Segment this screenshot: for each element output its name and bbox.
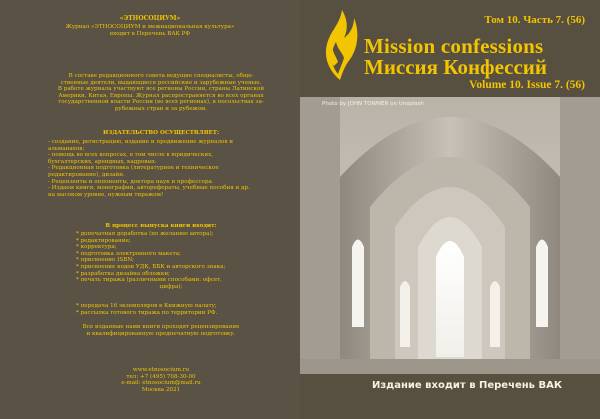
title-ru: Миссия Конфессий	[364, 55, 548, 79]
org-name: «ЭТНОСОЦИУМ»	[119, 15, 181, 22]
book-heading: В процесс выпуска книги входит:	[105, 223, 217, 229]
services-line: - Рецензенты и оппоненты, доктора наук и профессора.	[48, 178, 214, 185]
volume-ru: Том 10. Часть 7. (56)	[484, 14, 585, 26]
services-line: редактирование), дизайн.	[48, 171, 125, 178]
title-en: Mission confessions	[364, 34, 544, 58]
review-note	[46, 324, 276, 337]
volume-en: Volume 10. Issue 7. (56)	[469, 79, 585, 91]
services-line: - помощь во всех вопросах, в том числе в юридических,	[48, 152, 213, 159]
book-process-list	[76, 231, 266, 290]
book-item: * корректура;	[76, 244, 117, 251]
book-item: * разработка дизайна обложки;	[76, 270, 170, 277]
book-item: * присвоение ISBN;	[76, 257, 134, 264]
contacts	[46, 367, 276, 393]
book-item: * подготовка электронного макета;	[76, 250, 181, 257]
book-item: * допечатная доработка (по желанию автора);	[76, 231, 214, 237]
flame-logo-icon	[318, 6, 362, 82]
services-list	[48, 139, 276, 198]
email-link[interactable]: e-mail: etnosocium@mail.ru	[121, 380, 201, 387]
intro-line: рубежных стран и за рубежом.	[114, 105, 208, 112]
services-line: на высоком уровне, нужным тиражом!	[48, 191, 164, 198]
cathedral-interior-image	[300, 97, 600, 374]
intro-paragraph	[46, 73, 276, 113]
journal-desc-line: Журнал «ЭТНОСОЦИУМ и межнациональная культура»	[65, 24, 235, 30]
review-line: и квалифицированную предпечатную подготовку.	[86, 330, 236, 337]
services-line: бухгалтерских, арендных, кадровых.	[48, 158, 157, 165]
book-item: цифра);	[159, 283, 183, 290]
cathedral-photo	[300, 97, 600, 374]
book-item: * присвоение кодов УДК, ББК и авторского знака;	[76, 263, 226, 270]
delivery-item: * передача 16 экземпляров в Книжную палату;	[76, 303, 217, 309]
services-line: - Редакционная подготовка (литературное и техническое	[48, 165, 219, 172]
photo-credit: Photo by JOHN TOWNER on Unsplash	[322, 101, 424, 107]
services-line: - Издаем книги, монографии, авторефераты, учебные пособия и др.	[48, 185, 250, 192]
intro-line: Америки, Китая, Европы. Журнал распространяется во всех органах	[58, 92, 264, 99]
website-link[interactable]: www.etnosocium.ru	[132, 367, 190, 373]
services-line: - создание, регистрацию, издание и продвижение журналов и	[48, 139, 234, 145]
book-item: * печать тиража (различными способами: офсет,	[76, 277, 222, 284]
vak-banner-text: Издание входит в Перечень ВАК	[372, 380, 562, 391]
review-line: Все изданные нами книги проходят рецензирование	[82, 324, 240, 330]
services-heading: ИЗДАТЕЛЬСТВО ОСУЩЕСТВЛЯЕТ:	[102, 130, 220, 136]
delivery-list	[76, 303, 266, 316]
intro-line: В работе журнала участвуют все регионы России, страны Латинской	[57, 86, 265, 93]
journal-desc-line: входит в Перечень ВАК РФ	[109, 30, 191, 37]
phone-number: тел: +7 (495) 708-30-00	[126, 373, 196, 380]
intro-line: В составе редакционного совета ведущие специалисты, обще-	[68, 73, 254, 79]
intro-line: государственной власти России (во всех регионах), в посольствах за-	[58, 99, 264, 106]
journal-description	[30, 24, 270, 37]
intro-line: ственные деятели, выдающиеся российские и зарубежные ученые.	[60, 79, 262, 86]
services-line: альманахов;	[48, 145, 85, 152]
book-item: * редактирование;	[76, 237, 131, 244]
city-year: Москва 2021	[141, 386, 181, 393]
delivery-item: * рассылка готового тиража по территории РФ.	[76, 309, 218, 316]
